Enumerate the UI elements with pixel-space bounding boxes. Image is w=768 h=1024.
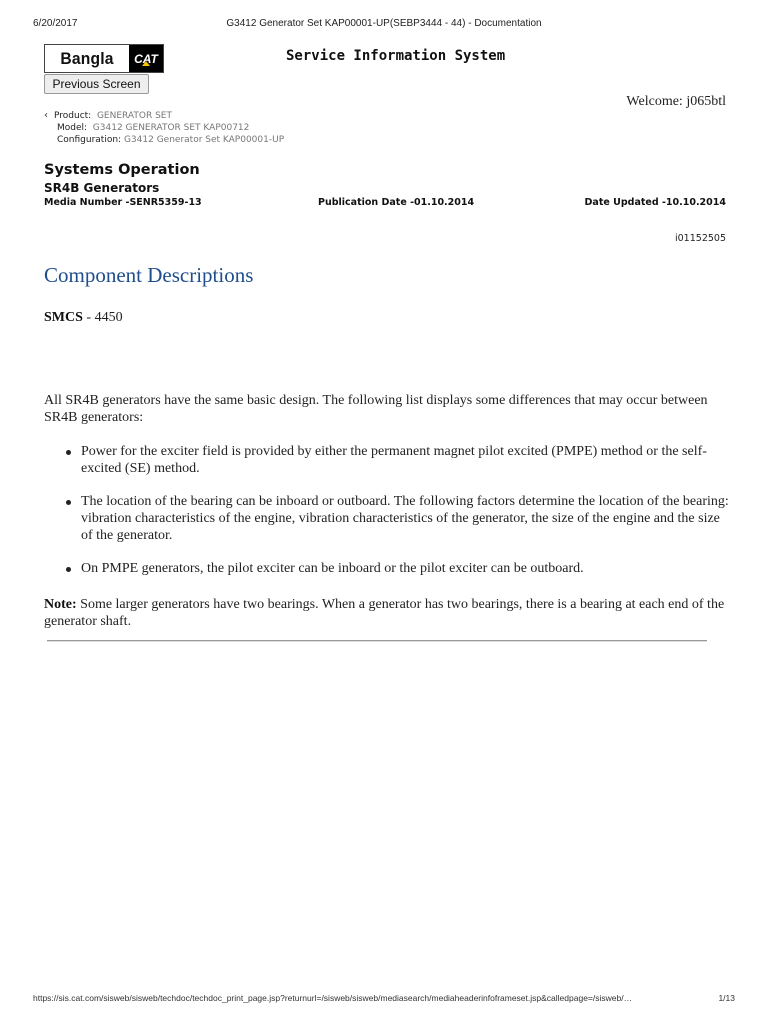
- list-item: [44, 560, 734, 577]
- list-item: [44, 493, 734, 544]
- list-item-text: The location of the bearing can be inboard or outboard. The following factors determine the location of the bearing: vibration characteristics of the engine, vibration characteristics of the generator, the size of the engine and the size of the generator.: [81, 494, 729, 543]
- configuration-value: G3412 Generator Set KAP00001-UP: [123, 135, 285, 145]
- note-label: Note:: [44, 597, 77, 612]
- smcs-value: - 4450: [82, 310, 123, 325]
- product-label: Product:: [54, 111, 92, 121]
- page-title: Component Descriptions: [44, 263, 254, 287]
- media-number: Media Number -SENR5359-13: [44, 197, 202, 208]
- horizontal-divider: [47, 640, 707, 642]
- bullet-icon: [66, 567, 71, 572]
- smcs-label: SMCS: [44, 310, 83, 325]
- smcs-code: [44, 310, 123, 326]
- list-item-text: Power for the exciter field is provided by either the permanent magnet pilot excited (PMPE) method or the self-excited (SE) method.: [81, 444, 707, 476]
- system-title: Service Information System: [286, 48, 506, 64]
- list-item: [44, 443, 734, 477]
- document-id: i01152505: [675, 233, 726, 244]
- print-title: G3412 Generator Set KAP00001-UP(SEBP3444 - 44) - Documentation: [226, 18, 542, 29]
- cat-logo-triangle-icon: [142, 61, 150, 66]
- dealer-logo: [44, 44, 164, 73]
- print-header: [0, 18, 768, 32]
- publication-date: Publication Date -01.10.2014: [318, 197, 475, 208]
- note-text: Some larger generators have two bearings. When a generator has two bearings, there is a bearing at each end of the generator shaft.: [44, 597, 725, 629]
- differences-list: [44, 443, 734, 593]
- cat-logo: [129, 45, 163, 72]
- configuration-label: Configuration:: [57, 135, 122, 145]
- breadcrumb-model: [44, 122, 284, 134]
- chevron-left-icon[interactable]: ‹: [44, 110, 48, 121]
- cat-logo-text: CAT: [134, 51, 158, 66]
- section-title: Systems Operation: [44, 162, 200, 178]
- note-paragraph: [44, 596, 734, 630]
- footer-page-number: 1/13: [718, 993, 735, 1003]
- product-value: GENERATOR SET: [96, 111, 172, 121]
- list-item-text: On PMPE generators, the pilot exciter can be inboard or the pilot exciter can be outboard.: [81, 561, 584, 576]
- bullet-icon: [66, 450, 71, 455]
- model-value: G3412 GENERATOR SET KAP00712: [92, 123, 250, 133]
- breadcrumb: [44, 110, 284, 146]
- previous-screen-button[interactable]: Previous Screen: [44, 74, 149, 94]
- document-subtitle: SR4B Generators: [44, 181, 160, 195]
- date-updated: Date Updated -10.10.2014: [584, 197, 726, 208]
- welcome-text: Welcome: j065btl: [626, 94, 726, 109]
- model-label: Model:: [57, 123, 88, 133]
- bullet-icon: [66, 500, 71, 505]
- breadcrumb-configuration: [44, 134, 284, 146]
- dealer-name: Bangla: [60, 48, 114, 68]
- print-date: 6/20/2017: [33, 18, 78, 29]
- breadcrumb-product: [44, 110, 284, 122]
- footer-url: https://sis.cat.com/sisweb/sisweb/techdoc/techdoc_print_page.jsp?returnurl=/sisweb/sisweb/mediasearch/mediaheaderinfoframeset.jsp&calledpage=/sisweb/…: [33, 993, 633, 1003]
- intro-paragraph: All SR4B generators have the same basic design. The following list displays some differences that may occur between SR4B generators:: [44, 393, 708, 425]
